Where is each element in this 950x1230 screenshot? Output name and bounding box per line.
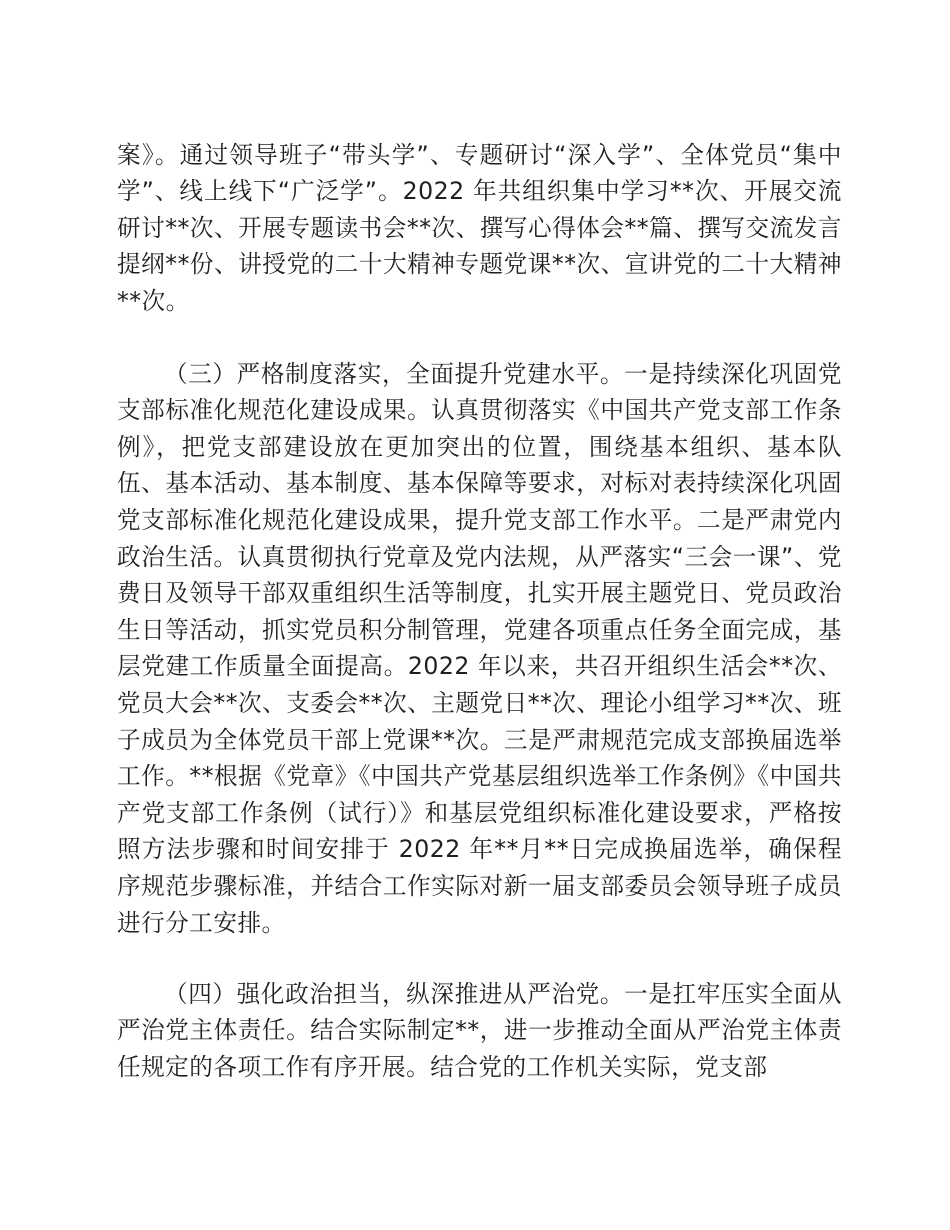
paragraph-section-three: （三）严格制度落实，全面提升党建水平。一是持续深化巩固党支部标准化规范化建设成果。认真贯彻落实《中国共产党支部工作条例》，把党支部建设放在更加突出的位置，围绕基本组织、基本队伍、基本活动、基本制度、基本保障等要求，对标对表持续深化巩固党支部标准化规范化建设成果，提升党支部工作水平。二是严肃党内政治生活。认真贯彻执行党章及党内法规，从严落实“三会一课”、党费日及领导干部双重组织生活等制度，扎实开展主题党日、党员政治生日等活动，抓实党员积分制管理，党建各项重点任务全面完成，基层党建工作质量全面提高。2022 年以来，共召开组织生活会**次、党员大会**次、支委会**次、主题党日**次、理论小组学习**次、班子成员为全体党员干部上党课**次。三是严肃规范完成支部换届选举工作。**根据《党章》《中国共产党基层组织选举工作条例》《中国共产党支部工作条例（试行）》和基层党组织标准化建设要求，严格按照方法步骤和时间安排于 2022 年**月**日完成换届选举，确保程序规范步骤标准，并结合工作实际对新一届支部委员会领导班子成员进行分工安排。	[117, 359, 842, 937]
paragraph-study-summary: 案》。通过领导班子“带头学”、专题研讨“深入学”、全体党员“集中学”、线上线下“广泛学”。2022 年共组织集中学习**次、开展交流研讨**次、开展专题读书会**次、撰写心得体会**篇、撰写交流发言提纲**份、讲授党的二十大精神专题党课**次、宣讲党的二十大精神**次。	[117, 140, 842, 315]
paragraph-section-four: （四）强化政治担当，纵深推进从严治党。一是扛牢压实全面从严治党主体责任。结合实际制定**，进一步推动全面从严治党主体责任规定的各项工作有序开展。结合党的工作机关实际，党支部	[117, 979, 842, 1081]
